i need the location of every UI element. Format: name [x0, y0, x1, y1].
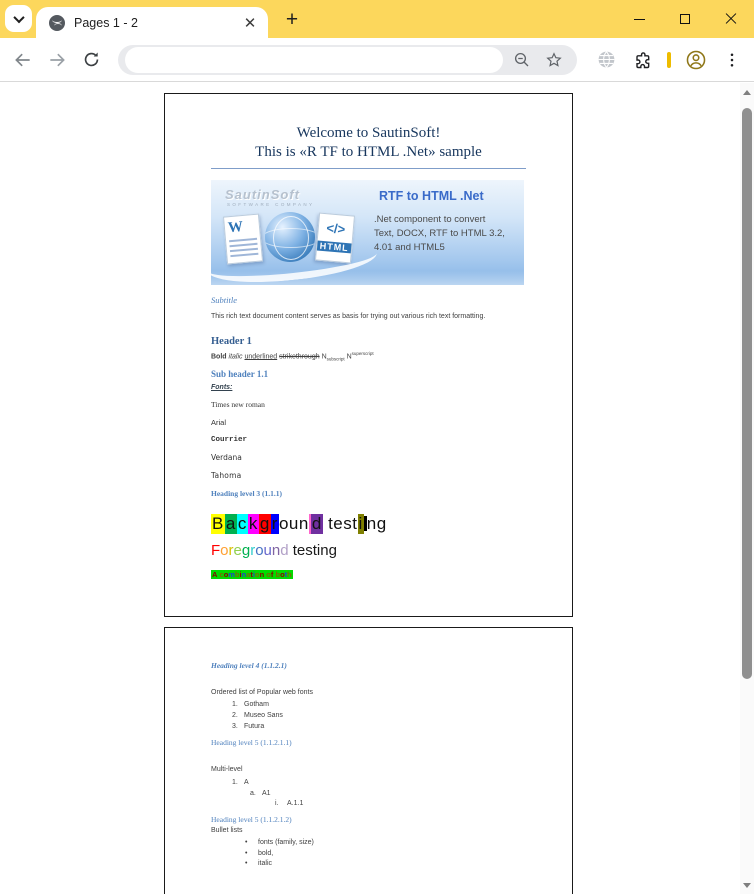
- puzzle-icon: [632, 50, 652, 70]
- bullet-icon: •: [245, 849, 248, 857]
- globe-icon: [596, 49, 617, 70]
- background-letter: g: [376, 513, 387, 533]
- multilevel-item: [211, 779, 526, 786]
- fonts-list: [211, 400, 526, 480]
- subscript-sample: subscript: [326, 356, 345, 362]
- minimize-icon: [634, 19, 645, 20]
- banner-logo: SautinSoft: [225, 187, 300, 202]
- forward-button[interactable]: [40, 43, 74, 77]
- font-sample: Tahoma: [211, 470, 242, 480]
- ordered-list-intro: Ordered list of Popular web fonts: [211, 689, 313, 696]
- bullet-icon: •: [245, 860, 248, 867]
- background-letter: n: [298, 513, 309, 533]
- combination-char: b: [234, 569, 240, 579]
- avatar-icon: [685, 49, 707, 71]
- banner-desc-line: 4.01 and HTML5: [374, 242, 445, 253]
- combination-char: f: [270, 569, 274, 579]
- background-letter: g: [259, 513, 270, 533]
- bookmark-star-button[interactable]: [544, 50, 564, 70]
- background-letter: u: [288, 513, 299, 533]
- heading-level-3: Heading level 3 (1.1.1): [211, 488, 283, 498]
- ordered-list-text: Futura: [244, 723, 265, 730]
- tab-pages-1-2[interactable]: [36, 7, 268, 38]
- font-sample: Arial: [211, 417, 227, 427]
- profile-button[interactable]: [681, 45, 711, 75]
- ordered-list-number: 1.: [232, 701, 238, 708]
- background-testing-line: [211, 514, 526, 534]
- underline-sample: underlined: [244, 353, 278, 361]
- foreground-testing-line: [211, 542, 526, 559]
- ordered-list-item: [211, 723, 526, 730]
- superscript-sample: superscript: [351, 351, 374, 356]
- zoom-out-magnifier-icon: [513, 51, 531, 69]
- scrollbar-thumb[interactable]: [742, 108, 752, 679]
- background-letter: k: [248, 513, 258, 533]
- tab-strip: [0, 0, 754, 38]
- combination-char: o: [255, 569, 260, 579]
- background-letter: t: [352, 513, 358, 533]
- foreground-letter: r: [228, 541, 234, 559]
- document-page-1: [164, 93, 573, 617]
- bullet-list-item: [211, 839, 526, 846]
- browser-toolbar: [0, 38, 754, 82]
- ordered-list-number: 2.: [232, 712, 238, 719]
- toolbar-right-icons: [591, 45, 747, 75]
- multilevel-text: A: [244, 779, 249, 786]
- bullet-list-label: Bullet lists: [211, 827, 243, 834]
- background-letter: r: [271, 513, 278, 533]
- combination-char: t: [250, 569, 253, 579]
- star-icon: [545, 51, 563, 69]
- foreground-letter: o: [255, 541, 264, 559]
- ordered-list-number: 3.: [232, 723, 238, 730]
- html-label: HTML: [317, 241, 352, 254]
- combination-char: h: [287, 569, 292, 579]
- foreground-letter: e: [233, 541, 242, 559]
- bullet-list: [211, 839, 526, 867]
- sub-header-1-1: Sub header 1.1: [211, 368, 269, 379]
- address-bar[interactable]: [118, 45, 577, 75]
- bullet-list-item: [211, 850, 526, 857]
- combination-char: o: [223, 569, 229, 579]
- combination-char: t: [284, 569, 288, 579]
- tab-search-button[interactable]: [5, 5, 32, 32]
- heading-level-4: Heading level 4 (1.1.2.1): [211, 661, 287, 670]
- superscript-base: N: [346, 353, 352, 361]
- menu-button[interactable]: [717, 45, 747, 75]
- ordered-list-item: [211, 712, 526, 719]
- heading-level-5a: Heading level 5 (1.1.2.1.1): [211, 738, 292, 747]
- back-button[interactable]: [6, 43, 40, 77]
- title-line-2: This is «R TF to HTML .Net» sample: [255, 144, 482, 160]
- italic-sample: italic: [228, 353, 243, 361]
- background-letter: s: [343, 513, 353, 533]
- intro-paragraph: This rich text document content serves as basis for trying out various rich text formatting.: [211, 313, 486, 320]
- background-letter: e: [333, 513, 344, 533]
- html-code-glyph: </>: [325, 220, 346, 237]
- combination-line: [211, 570, 293, 579]
- scroll-down-icon: [743, 883, 751, 888]
- back-arrow-icon: [13, 50, 33, 70]
- window-controls: [616, 0, 754, 38]
- foreground-letter: n: [271, 541, 281, 559]
- combination-char: i: [252, 569, 255, 579]
- foreground-letter: g: [241, 541, 251, 559]
- combination-char: A: [212, 569, 218, 579]
- ordered-list: [211, 701, 526, 730]
- page-viewport: [0, 83, 754, 894]
- doc-letter: W: [227, 218, 244, 237]
- kebab-menu-icon: [723, 51, 741, 69]
- forward-arrow-icon: [47, 50, 67, 70]
- combination-char: o: [280, 569, 285, 579]
- banner-product-name: RTF to HTML .Net: [379, 189, 484, 203]
- bullet-text: bold,: [258, 849, 274, 857]
- subtitle-text: Subtitle: [211, 295, 237, 305]
- reload-icon: [82, 50, 101, 69]
- scrollbar-down-button[interactable]: [740, 878, 754, 892]
- combination-char: a: [246, 569, 251, 579]
- multilevel-marker: a.: [250, 789, 256, 797]
- combination-char: c: [219, 569, 224, 579]
- multilevel-marker: i.: [275, 800, 279, 807]
- combination-char: i: [239, 569, 242, 579]
- banner-logo-subtitle: SOFTWARE COMPANY: [227, 202, 315, 207]
- combination-char: o: [266, 569, 271, 579]
- header-1: Header 1: [211, 336, 252, 347]
- strikethrough-sample: strikethrough: [279, 353, 320, 361]
- document-page-2: [164, 627, 573, 894]
- bullet-list-item: [211, 860, 526, 867]
- new-tab-button[interactable]: +: [285, 8, 299, 31]
- globe-favicon-icon: [49, 15, 65, 31]
- fonts-label: Fonts:: [211, 383, 233, 391]
- scrollbar[interactable]: [740, 83, 754, 894]
- scroll-up-icon: [743, 90, 751, 95]
- maximize-icon: [680, 14, 690, 24]
- theme-accent-bar: [667, 52, 671, 68]
- font-sample: Times new roman: [211, 399, 265, 409]
- minimize-button[interactable]: [616, 0, 662, 38]
- foreground-letter: F: [211, 541, 221, 559]
- background-letter: B: [212, 513, 224, 533]
- multilevel-list: [211, 779, 526, 807]
- background-letter: n: [366, 513, 377, 533]
- ordered-list-text: Museo Sans: [244, 712, 283, 719]
- background-letter: c: [237, 513, 247, 533]
- close-button[interactable]: [708, 0, 754, 38]
- bullet-icon: •: [245, 839, 248, 846]
- banner-description: [374, 213, 505, 255]
- product-banner: [211, 180, 524, 285]
- multilevel-label: Multi-level: [211, 766, 243, 773]
- combination-char: n: [241, 569, 247, 579]
- document-title: [211, 124, 526, 169]
- background-letter: a: [225, 513, 236, 533]
- background-letter: t: [328, 513, 334, 533]
- tab-close-icon[interactable]: ✕: [243, 14, 257, 32]
- font-sample: Verdana: [211, 452, 242, 462]
- bullet-text: fonts (family, size): [258, 839, 314, 846]
- banner-desc-line: Text, DOCX, RTF to HTML 3.2,: [374, 228, 505, 239]
- multilevel-marker: 1.: [232, 779, 238, 786]
- bold-sample: Bold: [211, 353, 227, 361]
- background-letter: d: [309, 514, 323, 534]
- chevron-down-icon: [13, 11, 24, 22]
- combination-char: m: [228, 569, 235, 579]
- background-letter: i: [358, 513, 363, 533]
- font-sample: Courrier: [211, 435, 248, 444]
- scrollbar-up-button[interactable]: [740, 85, 754, 99]
- site-globe-button[interactable]: [591, 45, 621, 75]
- ordered-list-text: Gotham: [244, 701, 269, 708]
- multilevel-text: A1: [262, 789, 271, 797]
- ordered-list-item: [211, 701, 526, 708]
- banner-reflection: [211, 271, 524, 285]
- foreground-letter: u: [263, 541, 272, 559]
- foreground-letter: o: [220, 541, 229, 559]
- combination-char: b: [275, 569, 281, 579]
- tab-title: Pages 1 - 2: [74, 15, 138, 30]
- zoom-indicator-button[interactable]: [512, 50, 532, 70]
- address-bar-input[interactable]: [125, 47, 503, 73]
- title-line-1: Welcome to SautinSoft!: [296, 125, 441, 141]
- heading-level-5b: Heading level 5 (1.1.2.1.2): [211, 815, 292, 824]
- combination-char: n: [259, 569, 265, 579]
- subscript-base: N: [321, 353, 327, 361]
- multilevel-item: [211, 800, 526, 807]
- close-icon: [725, 13, 737, 25]
- banner-desc-line: .Net component to convert: [374, 214, 486, 225]
- multilevel-item: [211, 790, 526, 797]
- formatting-sample-line: [211, 351, 526, 362]
- reload-button[interactable]: [74, 43, 108, 77]
- foreground-letter: r: [250, 541, 256, 559]
- maximize-button[interactable]: [662, 0, 708, 38]
- foreground-letter: d: [280, 541, 289, 559]
- background-letter: o: [278, 513, 289, 533]
- extensions-button[interactable]: [627, 45, 657, 75]
- bullet-text: italic: [258, 860, 273, 867]
- foreground-letter: testing: [292, 541, 337, 559]
- multilevel-text: A.1.1: [287, 800, 304, 807]
- banner-icons: [217, 210, 367, 272]
